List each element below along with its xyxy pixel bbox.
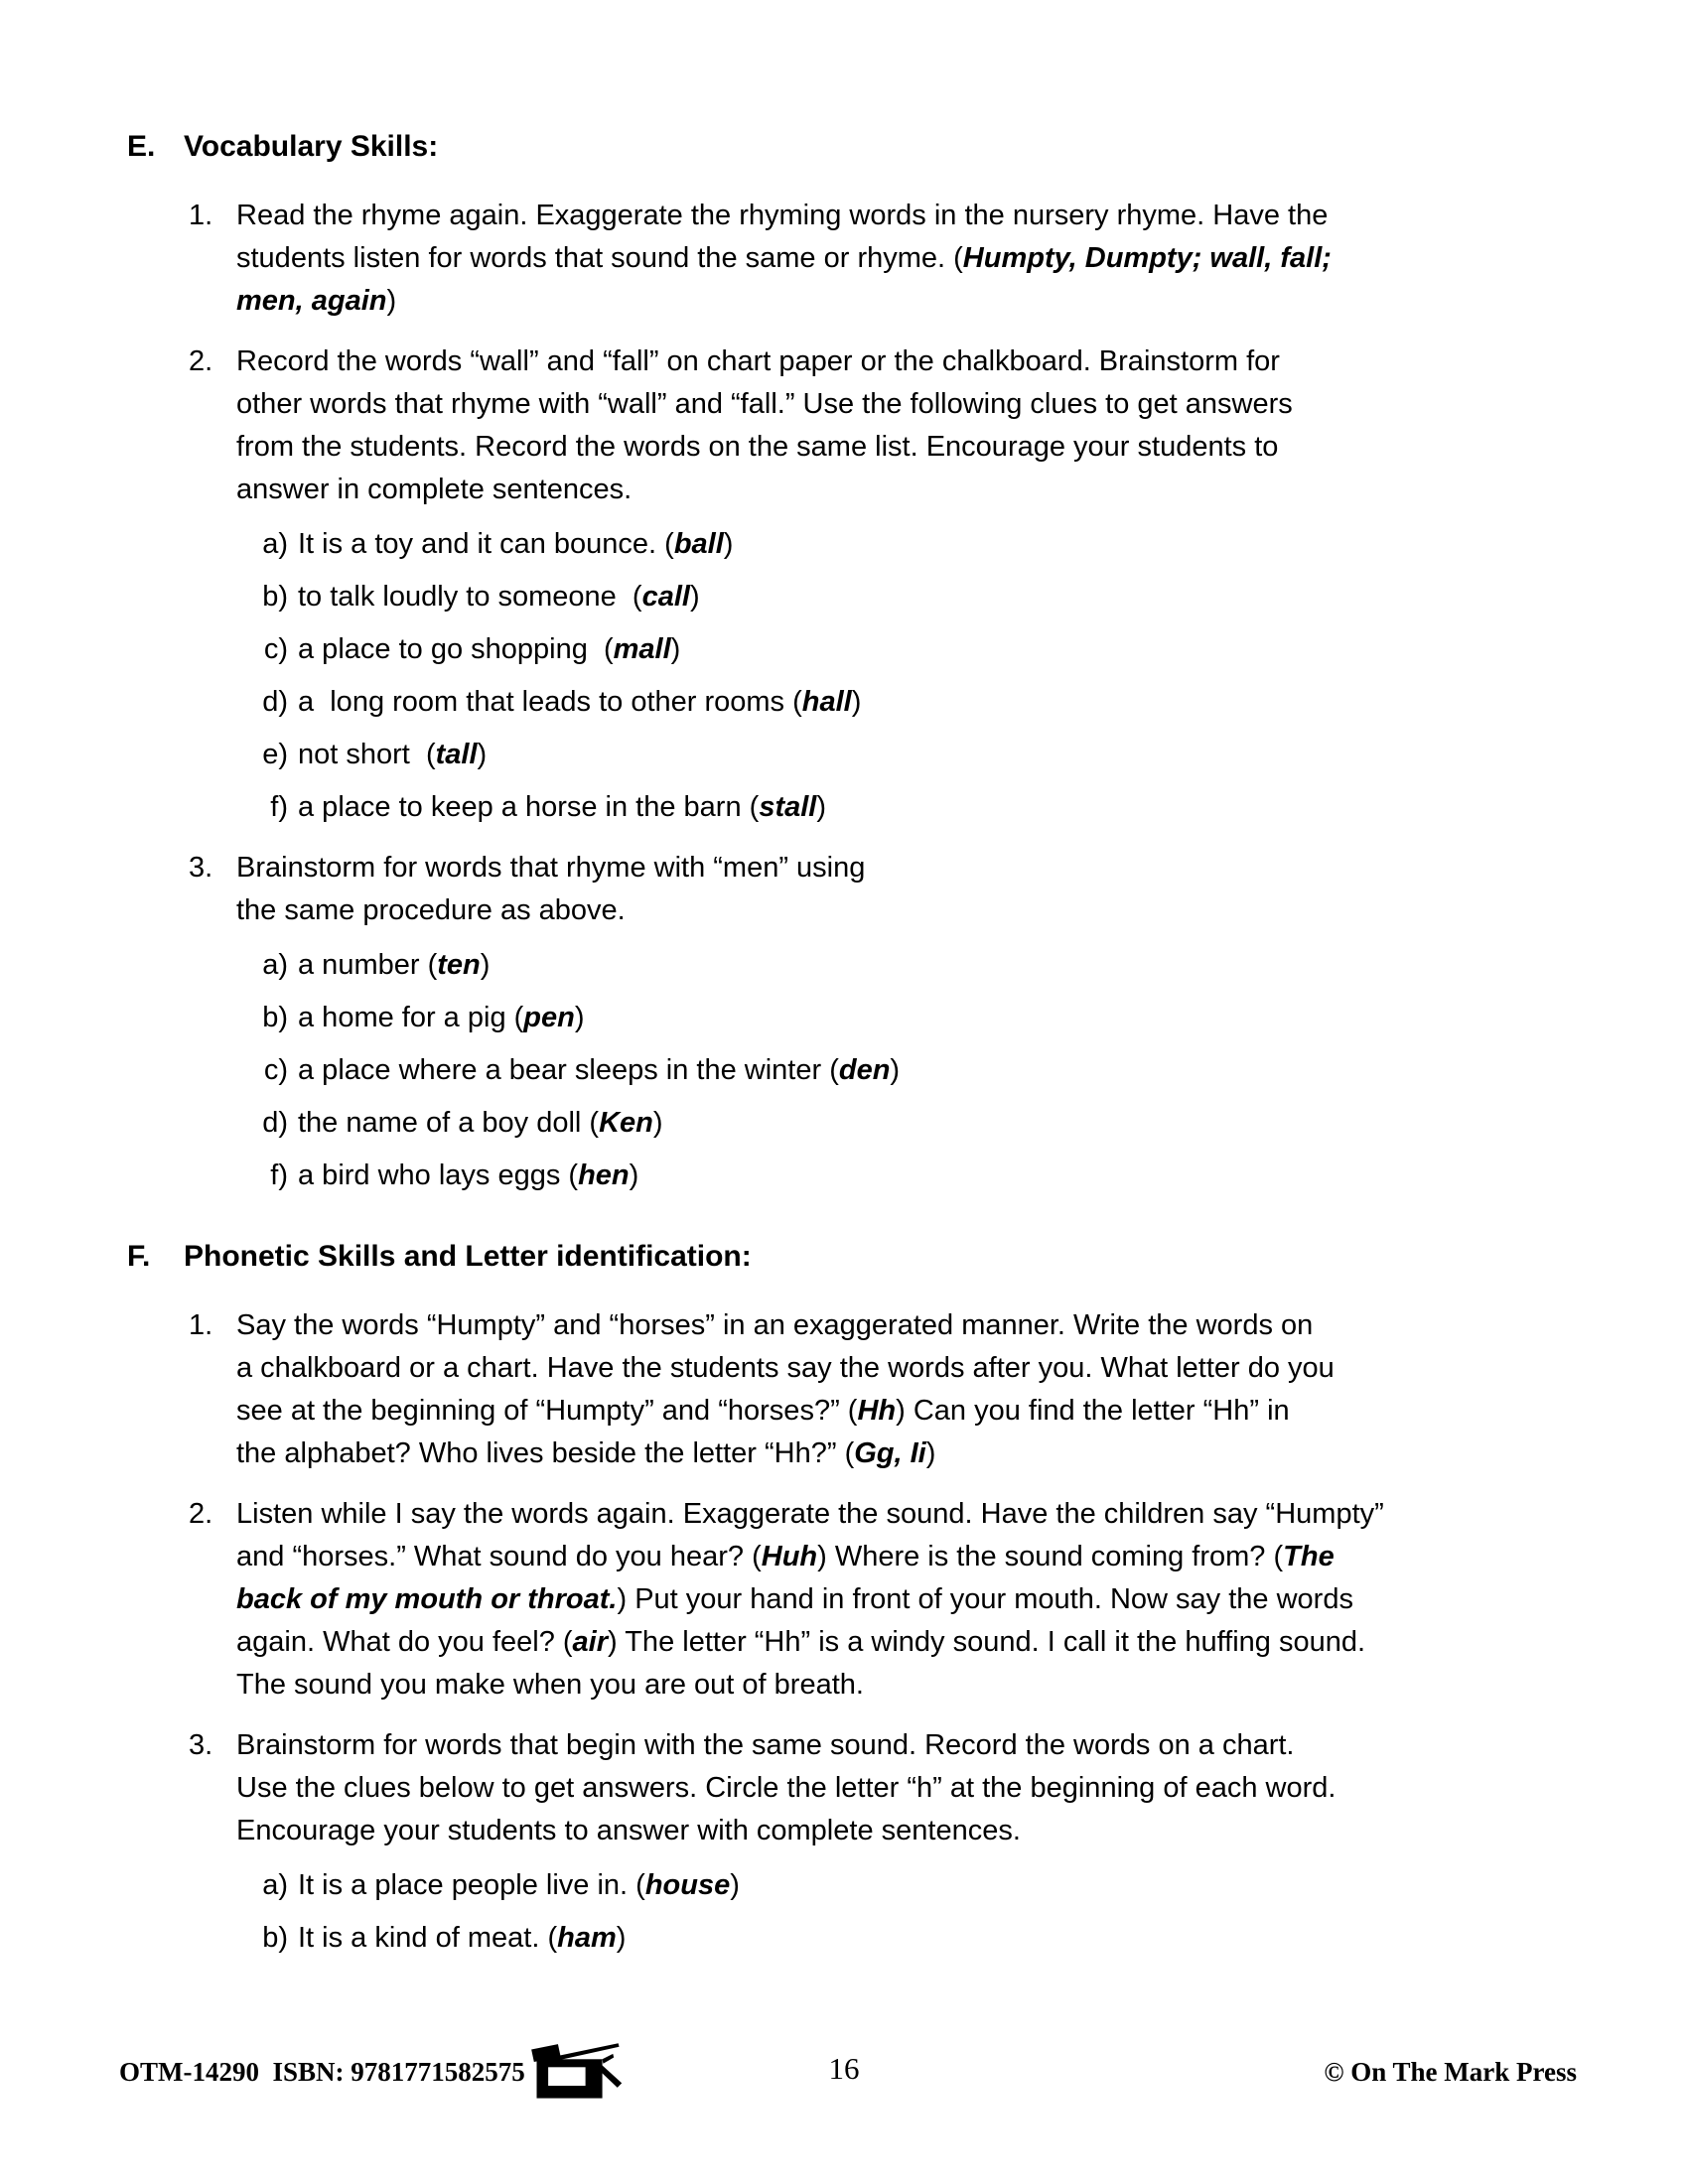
text-segment: The: [1283, 1541, 1335, 1572]
clue-item: [236, 1102, 1618, 1145]
text-line: [236, 1724, 1618, 1767]
text-segment: Humpty, Dumpty; wall, fall;: [962, 242, 1332, 274]
clue-item: [236, 576, 1618, 618]
clue-letter: b): [262, 1922, 288, 1954]
clue-list: [236, 1864, 1618, 1960]
clue-text: [298, 628, 1618, 671]
text-line: [298, 681, 1618, 724]
text-segment: den: [838, 1054, 891, 1086]
clue-letter: f): [270, 791, 288, 823]
clue-text: [298, 1864, 1618, 1907]
text-line: [236, 1433, 1618, 1475]
text-segment: a long room that leads to other rooms (: [298, 686, 802, 718]
text-line: [236, 1347, 1618, 1390]
text-segment: ): [480, 949, 491, 981]
text-segment: ) The letter “Hh” is a windy sound. I call it the huffing sound.: [608, 1626, 1366, 1658]
item-f-3: [189, 1724, 1618, 1960]
text-segment: Hh: [857, 1395, 897, 1427]
text-segment: a place to go shopping (: [298, 633, 614, 665]
text-segment: mall: [613, 633, 671, 665]
text-segment: students listen for words that sound the same or rhyme. (: [236, 242, 963, 274]
text-line: [236, 383, 1618, 426]
clue-item: [236, 628, 1618, 671]
text-segment: house: [644, 1869, 731, 1901]
text-segment: see at the beginning of “Humpty” and “horses?” (: [236, 1395, 858, 1427]
text-segment: a bird who lays eggs (: [298, 1160, 579, 1191]
text-segment: ten: [437, 949, 481, 981]
clue-letter: c): [263, 633, 288, 665]
clue-item: [236, 997, 1618, 1039]
text-line: [236, 341, 1618, 383]
clue-item: [236, 681, 1618, 724]
text-segment: and “horses.” What sound do you hear? (: [236, 1541, 762, 1572]
text-line: [236, 1390, 1618, 1433]
text-segment: answer in complete sentences.: [236, 474, 633, 505]
text-segment: Listen while I say the words again. Exaggerate the sound. Have the children say “Humpty”: [236, 1498, 1384, 1530]
text-segment: Read the rhyme again. Exaggerate the rhyming words in the nursery rhyme. Have the: [236, 200, 1329, 231]
item-number: 2.: [189, 345, 213, 377]
text-segment: back of my mouth or throat.: [236, 1583, 618, 1615]
text-segment: It is a toy and it can bounce. (: [298, 528, 674, 560]
text-line: [236, 469, 1618, 511]
item-e-3: [189, 847, 1618, 1197]
text-line: [236, 847, 1618, 889]
clue-text: [298, 734, 1618, 776]
clue-text: [298, 944, 1618, 987]
clue-item: [236, 734, 1618, 776]
section-heading-e: [127, 127, 1618, 167]
text-segment: ) Can you find the letter “Hh” in: [896, 1395, 1290, 1427]
text-segment: Say the words “Humpty” and “horses” in an exaggerated manner. Write the words on: [236, 1309, 1314, 1341]
section-title: Vocabulary Skills:: [184, 130, 439, 163]
clue-letter: f): [270, 1160, 288, 1191]
clue-list: [236, 523, 1618, 829]
text-segment: ): [616, 1922, 627, 1954]
text-segment: not short (: [298, 739, 436, 770]
clue-text: [298, 1102, 1618, 1145]
item-body: [236, 1724, 1618, 1960]
text-line: [298, 734, 1618, 776]
text-line: [236, 1304, 1618, 1347]
text-segment: Brainstorm for words that rhyme with “men” using: [236, 852, 866, 884]
item-e-1: [189, 195, 1618, 323]
text-segment: a number (: [298, 949, 438, 981]
text-segment: stall: [759, 791, 817, 823]
clue-letter: b): [262, 1002, 288, 1033]
section-e: [127, 127, 1618, 1197]
text-line: [236, 1810, 1618, 1852]
section-title: Phonetic Skills and Letter identification:: [184, 1240, 752, 1273]
text-segment: ): [574, 1002, 585, 1033]
text-segment: ) Put your hand in front of your mouth. Now say the words: [617, 1583, 1353, 1615]
clue-item: [236, 1155, 1618, 1197]
clue-text: [298, 786, 1618, 829]
text-segment: It is a place people live in. (: [298, 1869, 645, 1901]
text-line: [298, 1049, 1618, 1092]
item-body: [236, 195, 1618, 323]
text-segment: ): [925, 1437, 936, 1469]
text-segment: ): [689, 581, 700, 613]
text-segment: to talk loudly to someone (: [298, 581, 642, 613]
clue-text: [298, 1049, 1618, 1092]
item-body: [236, 341, 1618, 829]
clue-text: [298, 681, 1618, 724]
clue-text: [298, 523, 1618, 566]
item-number: 1.: [189, 1309, 213, 1341]
text-segment: Record the words “wall” and “fall” on chart paper or the chalkboard. Brainstorm for: [236, 345, 1280, 377]
text-segment: ): [890, 1054, 901, 1086]
clue-letter: e): [262, 739, 288, 770]
copyright: © On The Mark Press: [1324, 2057, 1577, 2087]
text-segment: a place to keep a horse in the barn (: [298, 791, 760, 823]
clue-text: [298, 997, 1618, 1039]
text-segment: ): [386, 285, 397, 317]
text-segment: ham: [557, 1922, 617, 1954]
clue-item: [236, 523, 1618, 566]
item-e-2: [189, 341, 1618, 829]
clue-item: [236, 1049, 1618, 1092]
clue-item: [236, 944, 1618, 987]
item-f-1: [189, 1304, 1618, 1475]
text-line: [298, 1155, 1618, 1197]
clue-letter: a): [262, 949, 288, 981]
text-line: [236, 1536, 1618, 1578]
text-segment: the alphabet? Who lives beside the letter “Hh?” (: [236, 1437, 855, 1469]
text-line: [236, 1493, 1618, 1536]
text-segment: a place where a bear sleeps in the winter (: [298, 1054, 839, 1086]
text-line: [298, 997, 1618, 1039]
section-letter: E.: [127, 130, 156, 163]
text-segment: Gg, Ii: [854, 1437, 926, 1469]
text-segment: Brainstorm for words that begin with the same sound. Record the words on a chart.: [236, 1729, 1295, 1761]
text-line: [298, 944, 1618, 987]
text-line: [236, 1621, 1618, 1664]
text-segment: ): [477, 739, 488, 770]
clue-letter: b): [262, 581, 288, 613]
text-line: [236, 889, 1618, 932]
text-line: [236, 237, 1618, 280]
text-segment: the name of a boy doll (: [298, 1107, 600, 1139]
page-footer: [0, 2035, 1688, 2124]
text-segment: a home for a pig (: [298, 1002, 524, 1033]
clue-item: [236, 1917, 1618, 1960]
text-segment: hen: [578, 1160, 630, 1191]
text-segment: hall: [801, 686, 852, 718]
text-segment: from the students. Record the words on the same list. Encourage your students to: [236, 431, 1279, 463]
text-segment: the same procedure as above.: [236, 894, 626, 926]
clue-text: [298, 576, 1618, 618]
text-segment: Ken: [599, 1107, 653, 1139]
text-segment: ): [730, 1869, 740, 1901]
text-line: [298, 1102, 1618, 1145]
clue-letter: d): [262, 1107, 288, 1139]
item-body: [236, 847, 1618, 1197]
clue-text: [298, 1155, 1618, 1197]
text-line: [298, 1917, 1618, 1960]
text-line: [236, 1578, 1618, 1621]
text-segment: ) Where is the sound coming from? (: [817, 1541, 1284, 1572]
clue-letter: c): [263, 1054, 288, 1086]
clue-list: [236, 944, 1618, 1197]
text-line: [236, 426, 1618, 469]
text-line: [298, 576, 1618, 618]
product-code-isbn: OTM-14290 ISBN: 9781771582575: [119, 2057, 525, 2087]
text-segment: Use the clues below to get answers. Circle the letter “h” at the beginning of each word.: [236, 1772, 1336, 1804]
text-segment: It is a kind of meat. (: [298, 1922, 558, 1954]
text-segment: ): [851, 686, 862, 718]
clue-letter: a): [262, 528, 288, 560]
item-number: 3.: [189, 1729, 213, 1761]
clue-letter: d): [262, 686, 288, 718]
clue-letter: a): [262, 1869, 288, 1901]
text-segment: Encourage your students to answer with complete sentences.: [236, 1815, 1021, 1846]
text-segment: Huh: [761, 1541, 818, 1572]
text-segment: men, again: [236, 285, 387, 317]
item-body: [236, 1493, 1618, 1706]
clue-item: [236, 786, 1618, 829]
text-segment: call: [641, 581, 690, 613]
text-line: [298, 523, 1618, 566]
text-line: [236, 1664, 1618, 1706]
text-segment: ): [670, 633, 681, 665]
text-line: [236, 280, 1618, 323]
text-segment: air: [572, 1626, 609, 1658]
item-number: 1.: [189, 200, 213, 231]
clue-item: [236, 1864, 1618, 1907]
section-heading-f: [127, 1237, 1618, 1277]
item-number: 2.: [189, 1498, 213, 1530]
item-f-2: [189, 1493, 1618, 1706]
page-number: 16: [828, 2051, 860, 2086]
clue-text: [298, 1917, 1618, 1960]
text-line: [298, 1864, 1618, 1907]
text-segment: other words that rhyme with “wall” and “fall.” Use the following clues to get answers: [236, 388, 1293, 420]
text-segment: ball: [673, 528, 724, 560]
text-segment: The sound you make when you are out of breath.: [236, 1669, 864, 1701]
section-f: [127, 1237, 1618, 1960]
section-letter: F.: [127, 1240, 151, 1273]
text-segment: again. What do you feel? (: [236, 1626, 573, 1658]
text-segment: pen: [523, 1002, 575, 1033]
text-line: [236, 1767, 1618, 1810]
text-line: [298, 628, 1618, 671]
text-segment: ): [816, 791, 827, 823]
text-segment: ): [652, 1107, 663, 1139]
text-line: [236, 195, 1618, 237]
item-body: [236, 1304, 1618, 1475]
text-segment: tall: [435, 739, 478, 770]
text-segment: a chalkboard or a chart. Have the students say the words after you. What letter do you: [236, 1352, 1335, 1384]
text-line: [298, 786, 1618, 829]
text-segment: ): [629, 1160, 639, 1191]
item-number: 3.: [189, 852, 213, 884]
text-segment: ): [723, 528, 734, 560]
